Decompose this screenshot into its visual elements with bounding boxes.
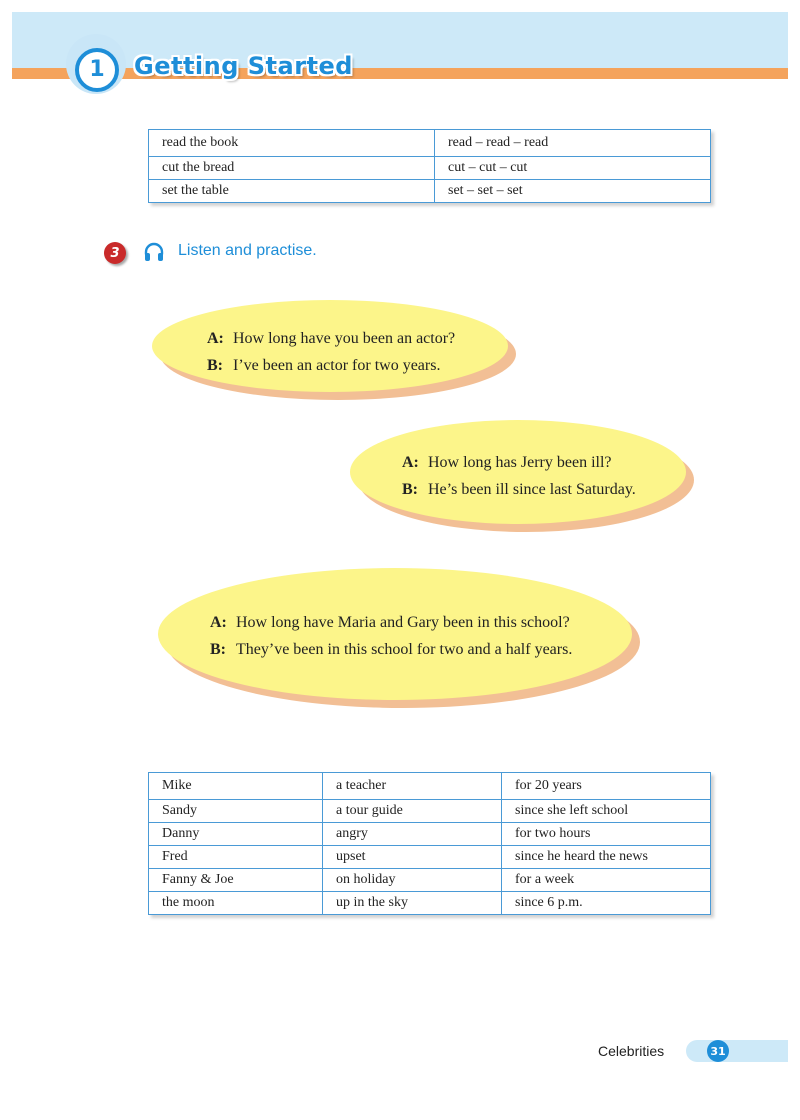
header-band	[12, 12, 788, 68]
headphones-icon[interactable]	[143, 241, 165, 263]
table-cell: set – set – set	[435, 180, 711, 203]
table-cell: cut – cut – cut	[435, 157, 711, 180]
table-row	[149, 130, 711, 157]
table-cell: read the book	[149, 130, 435, 157]
table-row	[149, 800, 711, 823]
dialogue-line-b	[402, 476, 636, 503]
dialogue-line-a	[207, 325, 455, 352]
speaker-label: A:	[402, 454, 419, 471]
table-cell: for a week	[502, 869, 711, 892]
section-title: Getting Started	[134, 52, 353, 80]
table-cell: since she left school	[502, 800, 711, 823]
table-cell: read – read – read	[435, 130, 711, 157]
table-row	[149, 773, 711, 800]
dialogue-line-a	[210, 609, 572, 636]
table-cell: Fanny & Joe	[149, 869, 323, 892]
table-cell: for two hours	[502, 823, 711, 846]
table-row	[149, 823, 711, 846]
table-cell: Danny	[149, 823, 323, 846]
dialogue-text: How long have Maria and Gary been in this school?	[236, 614, 570, 631]
footer-chapter-title: Celebrities	[598, 1043, 665, 1059]
table-cell: a teacher	[323, 773, 502, 800]
speaker-label: B:	[402, 481, 418, 498]
table-cell: upset	[323, 846, 502, 869]
page-number-circle	[707, 1040, 729, 1062]
table-row	[149, 180, 711, 203]
table-cell: Mike	[149, 773, 323, 800]
table-row	[149, 846, 711, 869]
speaker-label: A:	[210, 614, 227, 631]
table-cell: a tour guide	[323, 800, 502, 823]
table-cell: Fred	[149, 846, 323, 869]
table-row	[149, 892, 711, 915]
table-row	[149, 157, 711, 180]
people-table	[148, 772, 711, 915]
verbs-table	[148, 129, 711, 203]
table-cell: the moon	[149, 892, 323, 915]
table-cell: cut the bread	[149, 157, 435, 180]
exercise-number: 3	[110, 245, 120, 261]
footer-band	[686, 1040, 788, 1062]
speaker-label: B:	[207, 357, 223, 374]
unit-number-circle	[75, 48, 119, 92]
dialogue-3	[210, 609, 572, 663]
dialogue-text: I’ve been an actor for two years.	[233, 357, 441, 374]
dialogue-text: How long have you been an actor?	[233, 330, 456, 347]
dialogue-text: He’s been ill since last Saturday.	[428, 481, 636, 498]
exercise-number-badge	[104, 242, 126, 264]
table-cell: up in the sky	[323, 892, 502, 915]
table-cell: for 20 years	[502, 773, 711, 800]
speaker-label: B:	[210, 641, 226, 658]
dialogue-line-b	[207, 352, 455, 379]
table-cell: set the table	[149, 180, 435, 203]
table-cell: since 6 p.m.	[502, 892, 711, 915]
speaker-label: A:	[207, 330, 224, 347]
unit-number: 1	[89, 57, 105, 82]
page-number: 31	[710, 1044, 726, 1058]
dialogue-text: How long has Jerry been ill?	[428, 454, 612, 471]
table-cell: since he heard the news	[502, 846, 711, 869]
dialogue-text: They’ve been in this school for two and a half years.	[236, 641, 573, 658]
dialogue-line-b	[210, 636, 572, 663]
dialogue-line-a	[402, 449, 636, 476]
exercise-instruction: Listen and practise.	[178, 242, 317, 259]
dialogue-2	[402, 449, 636, 503]
header-orange-stripe	[12, 68, 788, 79]
dialogue-1	[207, 325, 455, 379]
table-cell: on holiday	[323, 869, 502, 892]
table-row	[149, 869, 711, 892]
table-cell: angry	[323, 823, 502, 846]
table-cell: Sandy	[149, 800, 323, 823]
